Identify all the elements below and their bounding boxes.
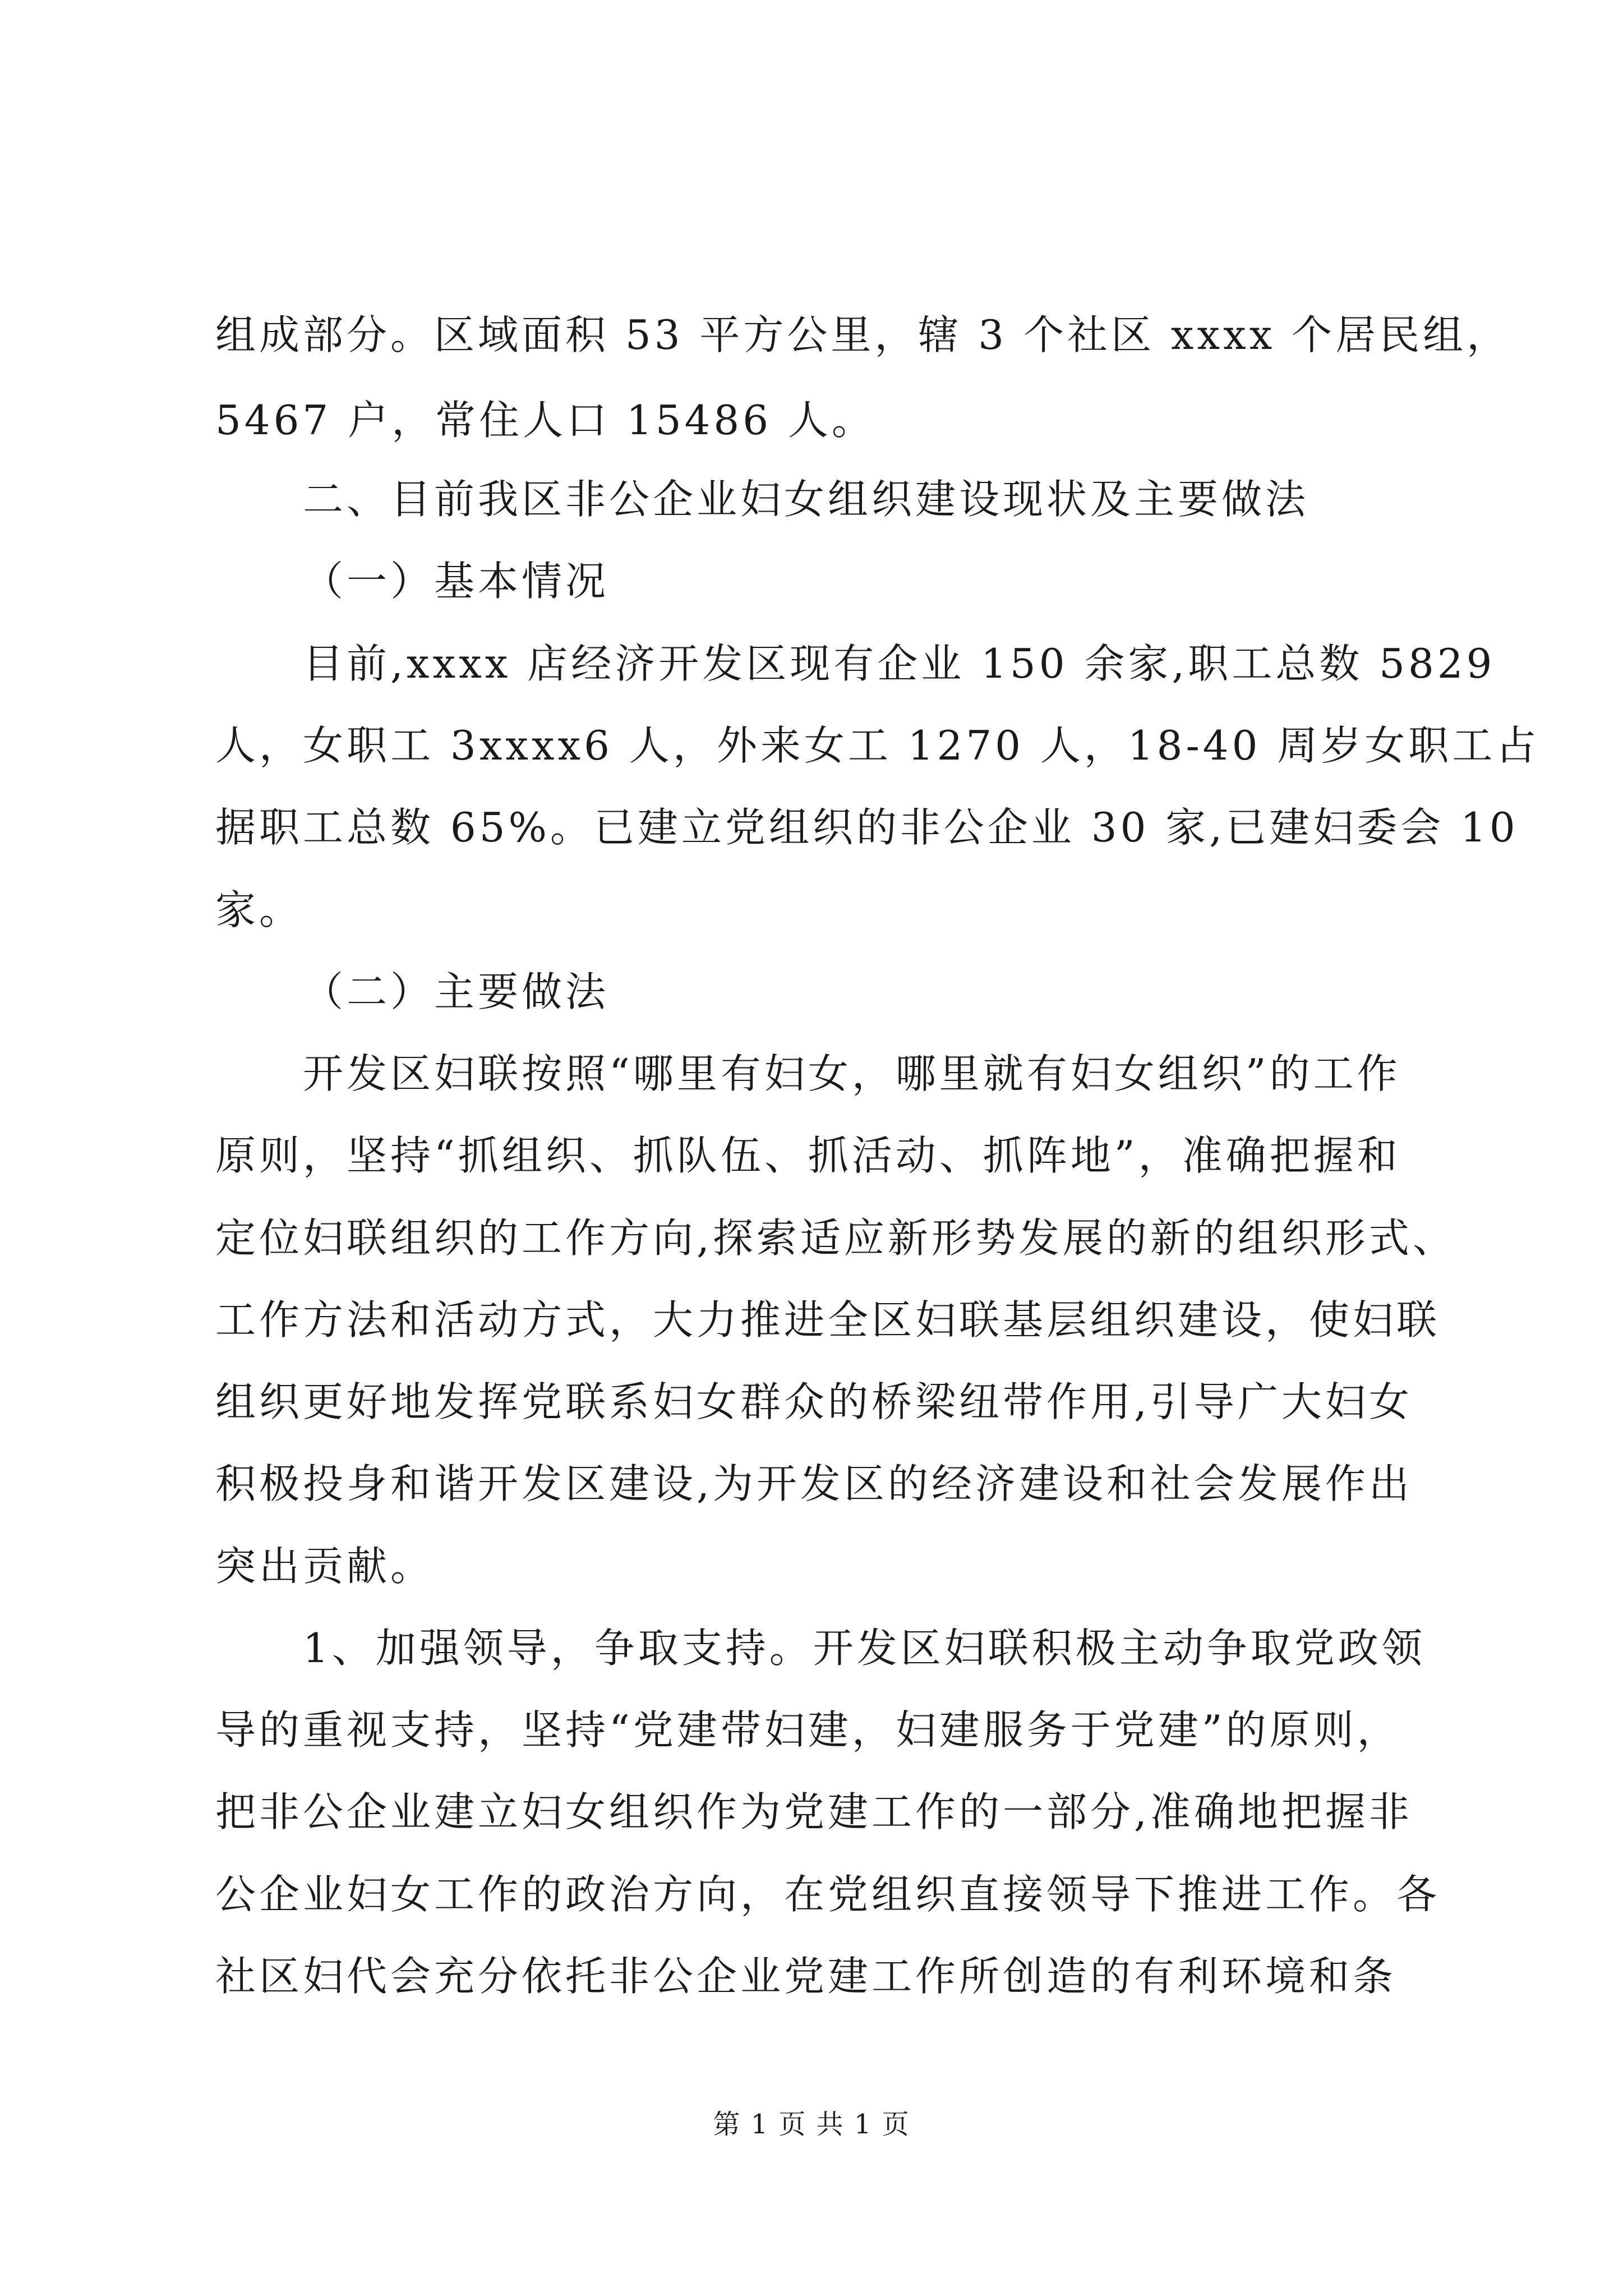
body-line: 开发区妇联按照“哪里有妇女，哪里就有妇女组织”的工作 [303, 1050, 1401, 1097]
section-heading: 二、目前我区非公企业妇女组织建设现状及主要做法 [303, 476, 1310, 523]
body-line: 导的重视支持，坚持“党建带妇建，妇建服务于党建”的原则， [215, 1706, 1401, 1754]
body-line: 原则，坚持“抓组织、抓队伍、抓活动、抓阵地”，准确把握和 [215, 1132, 1401, 1179]
body-line: 工作方法和活动方式，大力推进全区妇联基层组织建设，使妇联 [215, 1296, 1441, 1343]
body-line: 突出贡献。 [215, 1543, 435, 1590]
body-line: 公企业妇女工作的政治方向，在党组织直接领导下推进工作。各 [215, 1871, 1441, 1918]
body-line: 目前,xxxx 店经济开发区现有企业 150 余家,职工总数 5829 [303, 640, 1496, 687]
body-line: 把非公企业建立妇女组织作为党建工作的一部分,准确地把握非 [215, 1788, 1413, 1835]
body-line: 组成部分。区域面积 53 平方公里，辖 3 个社区 xxxx 个居民组， [215, 311, 1511, 358]
body-line: 据职工总数 65%。已建立党组织的非公企业 30 家,已建妇委会 10 [215, 804, 1519, 851]
body-line: 社区妇代会充分依托非公企业党建工作所创造的有利环境和条 [215, 1953, 1397, 2000]
body-line: 5467 户，常住人口 15486 人。 [215, 397, 875, 444]
body-line: 人，女职工 3xxxx6 人，外来女工 1270 人，18-40 周岁女职工占 [215, 722, 1540, 769]
body-line: 积极投身和谐开发区建设,为开发区的经济建设和社会发展作出 [215, 1460, 1413, 1507]
subsection-heading: （二）主要做法 [303, 968, 610, 1015]
body-line: 组织更好地发挥党联系妇女群众的桥梁纽带作用,引导广大妇女 [215, 1378, 1413, 1425]
subsection-heading: （一）基本情况 [303, 558, 610, 605]
page-footer: 第 1 页 共 1 页 [713, 2109, 910, 2140]
body-line: 1、加强领导，争取支持。开发区妇联积极主动争取党政领 [303, 1625, 1426, 1672]
body-line: 定位妇联组织的工作方向,探索适应新形势发展的新的组织形式、 [215, 1214, 1456, 1262]
body-line: 家。 [215, 886, 303, 933]
